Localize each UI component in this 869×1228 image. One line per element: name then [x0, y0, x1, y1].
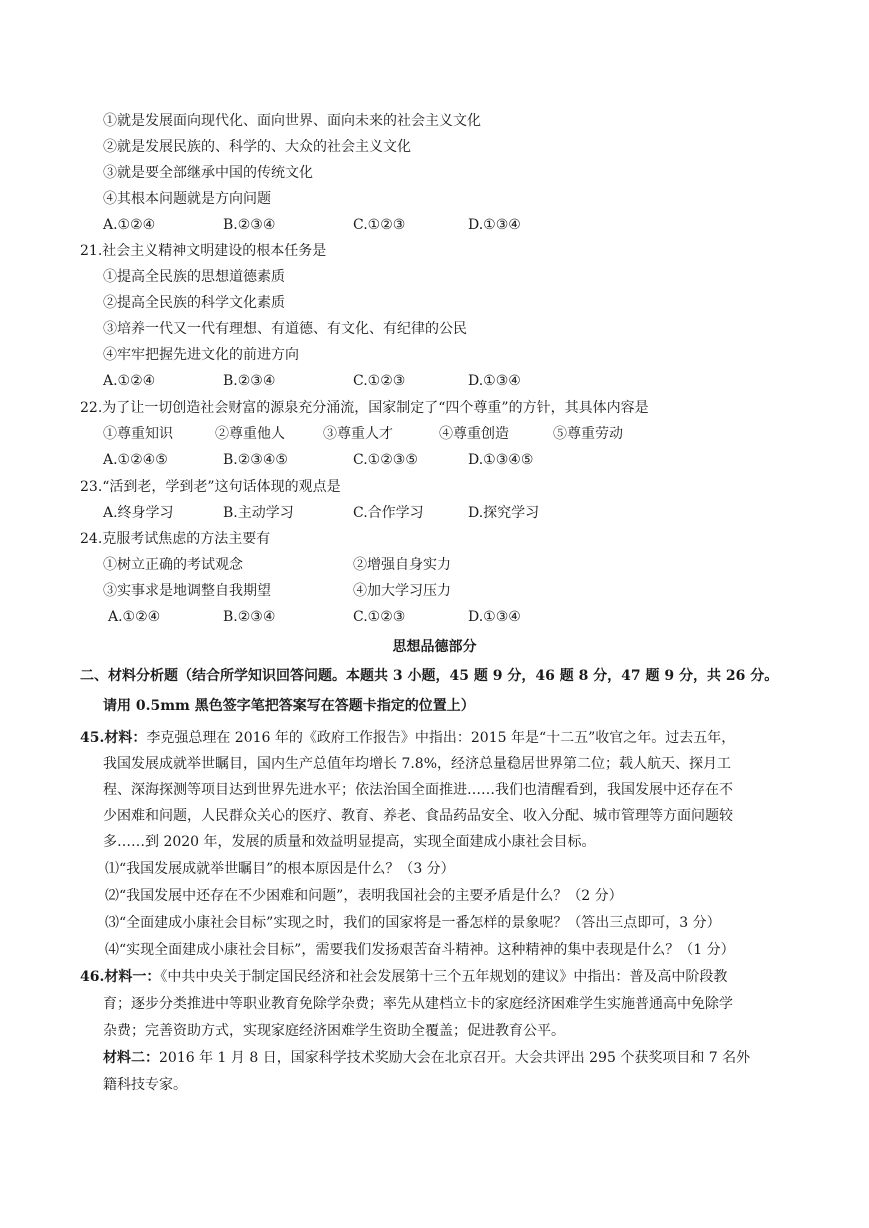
q23-option-d: D.探究学习: [468, 505, 540, 521]
q46-text-5: 籍科技专家。: [103, 1077, 187, 1093]
q21-option-b: B.②③④: [223, 373, 276, 389]
part2-heading-line2: 请用 0.5mm 黑色签字笔把答案写在答题卡指定的位置上）: [103, 698, 475, 714]
q24-stem: 24.克服考试焦虑的方法主要有: [80, 531, 271, 547]
q22-stem: 22.为了让一切创造社会财富的源泉充分涌流，国家制定了“四个尊重”的方针，其具体内容是: [80, 400, 649, 416]
q20-item-4: ④其根本问题就是方向问题: [103, 191, 271, 207]
q21-option-d: D.①③④: [468, 373, 521, 389]
q22-item-1: ①尊重知识: [103, 426, 173, 442]
q24-item-3: ③实事求是地调整自我期望: [103, 583, 271, 599]
q24-item-1: ①树立正确的考试观念: [103, 557, 243, 573]
q23-option-b: B.主动学习: [223, 505, 294, 521]
q46-label-1: 46.材料一：: [80, 969, 161, 985]
q20-option-b: B.②③④: [223, 217, 276, 233]
q45-sub-4: ⑷“实现全面建成小康社会目标”，需要我们发扬艰苦奋斗精神。这种精神的集中表现是什么？（1 分）: [105, 942, 735, 958]
q46-line-1: [80, 967, 727, 987]
q22-item-5: ⑤尊重劳动: [553, 426, 623, 442]
q22-item-3: ③尊重人才: [323, 426, 393, 442]
q24-item-2: ②增强自身实力: [353, 557, 451, 573]
q46-label-2: 材料二：: [103, 1050, 159, 1066]
q22-option-c: C.①②③⑤: [353, 452, 418, 468]
section-title: 思想品德部分: [392, 639, 477, 655]
q22-item-4: ④尊重创造: [439, 426, 509, 442]
q46-text-1: 《中共中央关于制定国民经济和社会发展第十三个五年规划的建议》中指出：普及高中阶段教: [160, 969, 728, 985]
q21-option-c: C.①②③: [353, 373, 406, 389]
q46-text-2: 育；逐步分类推进中等职业教育免除学杂费；率先从建档立卡的家庭经济困难学生实施普通高中免除学: [103, 996, 733, 1012]
q20-item-1: ①就是发展面向现代化、面向世界、面向未来的社会主义文化: [103, 113, 481, 129]
q24-option-c: C.①②③: [353, 609, 406, 625]
q45-text-4: 少困难和问题，人民群众关心的医疗、教育、养老、食品药品安全、收入分配、城市管理等方面问题较: [103, 808, 733, 824]
q20-item-3: ③就是要全部继承中国的传统文化: [103, 165, 313, 181]
q24-item-4: ④加大学习压力: [353, 583, 451, 599]
q20-option-d: D.①③④: [468, 217, 521, 233]
q46-text-4: 2016 年 1 月 8 日，国家科学技术奖励大会在北京召开。大会共评出 295 个获奖项目和 7 名外: [159, 1050, 751, 1066]
q24-option-a: A.①②④: [108, 609, 161, 625]
q22-option-b: B.②③④⑤: [223, 452, 288, 468]
q22-option-d: D.①③④⑤: [468, 452, 534, 468]
q23-option-c: C.合作学习: [353, 505, 424, 521]
q21-item-3: ③培养一代又一代有理想、有道德、有文化、有纪律的公民: [103, 321, 467, 337]
q22-item-2: ②尊重他人: [215, 426, 285, 442]
q45-text-5: 多……到 2020 年，发展的质量和效益明显提高，实现全面建成小康社会目标。: [103, 834, 596, 850]
q20-option-a: A.①②④: [103, 217, 156, 233]
q21-stem: 21.社会主义精神文明建设的根本任务是: [80, 243, 327, 259]
q21-item-2: ②提高全民族的科学文化素质: [103, 295, 285, 311]
q21-option-a: A.①②④: [103, 373, 156, 389]
q45-sub-1: ⑴“我国发展成就举世瞩目”的根本原因是什么？（3 分）: [105, 861, 455, 877]
q21-item-4: ④牢牢把握先进文化的前进方向: [103, 347, 299, 363]
q45-text-2: 我国发展成就举世瞩目，国内生产总值年均增长 7.8%，经济总量稳居世界第二位；载人航天、探月工: [103, 756, 732, 772]
q22-option-a: A.①②④⑤: [103, 452, 168, 468]
q20-item-2: ②就是发展民族的、科学的、大众的社会主义文化: [103, 139, 411, 155]
q45-sub-3: ⑶“全面建成小康社会目标”实现之时，我们的国家将是一番怎样的景象呢？（答出三点即可，3 分）: [105, 915, 721, 931]
q46-text-3: 杂费；完善资助方式，实现家庭经济困难学生资助全覆盖；促进教育公平。: [103, 1023, 565, 1039]
q23-stem: 23.“活到老，学到老”这句话体现的观点是: [80, 479, 341, 495]
q20-option-c: C.①②③: [353, 217, 406, 233]
q45-text-3: 程、深海探测等项目达到世界先进水平；依法治国全面推进……我们也清醒看到，我国发展中还存在不: [103, 782, 733, 798]
q45-line-1: [80, 728, 735, 748]
q23-option-a: A.终身学习: [103, 505, 174, 521]
q45-label: 45.材料：: [80, 730, 147, 746]
q45-text-1: 李克强总理在 2016 年的《政府工作报告》中指出：2015 年是“十二五”收官之年。过去五年，: [146, 730, 736, 746]
q21-item-1: ①提高全民族的思想道德素质: [103, 269, 285, 285]
q46-line-4: [103, 1048, 750, 1068]
q24-option-d: D.①③④: [468, 609, 521, 625]
q24-option-b: B.②③④: [223, 609, 276, 625]
q45-sub-2: ⑵“我国发展中还存在不少困难和问题”，表明我国社会的主要矛盾是什么？（2 分）: [105, 888, 623, 904]
part2-heading: 二、材料分析题（结合所学知识回答问题。本题共 3 小题，45 题 9 分，46 题 8 分，47 题 9 分，共 26 分。: [80, 668, 779, 684]
